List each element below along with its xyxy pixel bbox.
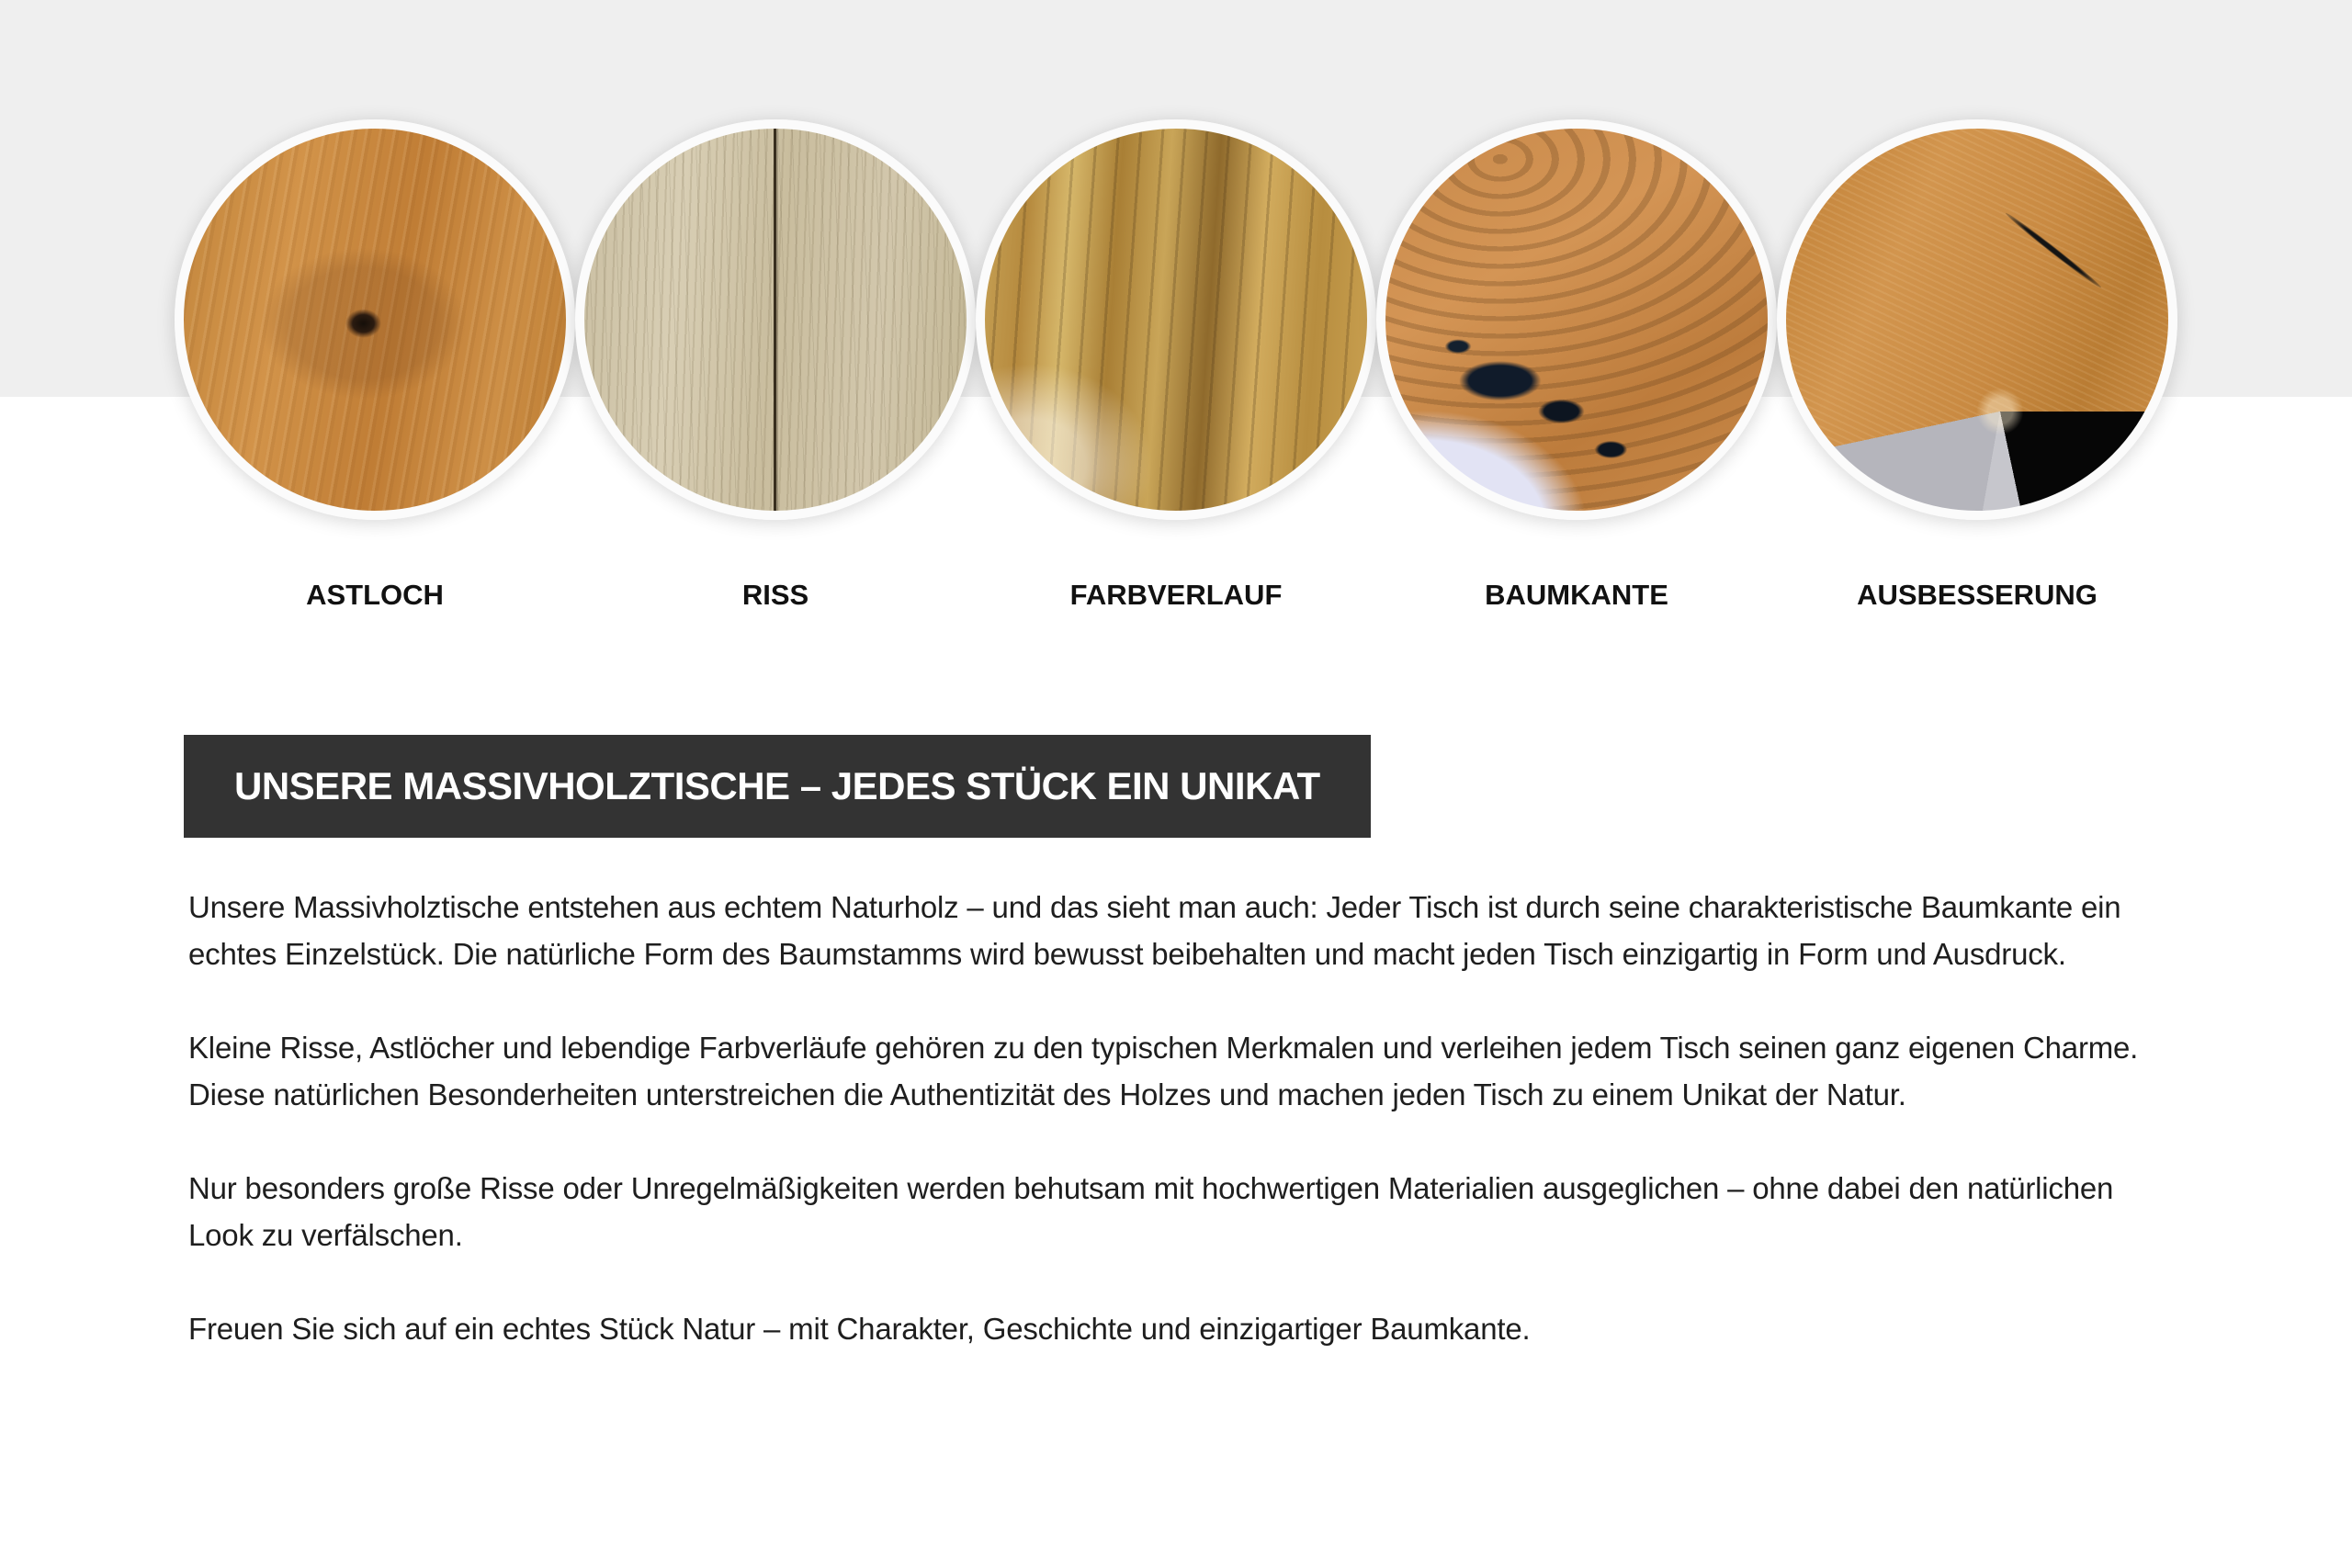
feature-label-riss: RISS <box>741 579 809 611</box>
feature-label-row <box>0 579 2352 612</box>
feature-image-row <box>0 119 2352 520</box>
section-heading-banner <box>184 735 1371 838</box>
paragraph-repairs: Nur besonders große Risse oder Unregelmäßigkeiten werden behutsam mit hochwertigen Materialien ausgeglichen – ohne dabei den natürlichen Look zu verfälschen. <box>188 1171 2114 1252</box>
paragraph-closing: Freuen Sie sich auf ein echtes Stück Natur – mit Charakter, Geschichte und einzigartiger Baumkante. <box>188 1312 1531 1346</box>
live-edge-photo <box>1376 119 1777 520</box>
paragraph-uniqueness: Unsere Massivholztische entstehen aus echtem Naturholz – und das sieht man auch: Jeder Tisch ist durch seine charakteristische Baumkante ein echtes Einzelstück. Die natürliche Form des Baumstamms wird bewusst beibehalten und macht jeden Tisch einzigartig in Form und Ausdruck. <box>188 890 2121 971</box>
feature-label-farbverlauf: FARBVERLAUF <box>1069 579 1283 611</box>
color-gradient-photo <box>976 119 1376 520</box>
repair-photo <box>1777 119 2177 520</box>
paragraph-characteristics: Kleine Risse, Astlöcher und lebendige Farbverläufe gehören zu den typischen Merkmalen und verleihen jedem Tisch seinen ganz eigenen Charme. Diese natürlichen Besonderheiten unterstreichen die Authentizität des Holzes und machen jeden Tisch zu einem Unikat der Natur. <box>188 1031 2139 1111</box>
repair-crack-detail <box>2003 210 2102 290</box>
section-heading: UNSERE MASSIVHOLZTISCHE – JEDES STÜCK EIN UNIKAT <box>234 764 1320 807</box>
knothole-photo <box>175 119 575 520</box>
section-body-text <box>188 884 2164 1352</box>
feature-label-baumkante: BAUMKANTE <box>1485 579 1668 611</box>
feature-label-astloch: ASTLOCH <box>306 579 444 611</box>
feature-label-ausbesserung: AUSBESSERUNG <box>1857 579 2098 611</box>
crack-photo <box>575 119 976 520</box>
